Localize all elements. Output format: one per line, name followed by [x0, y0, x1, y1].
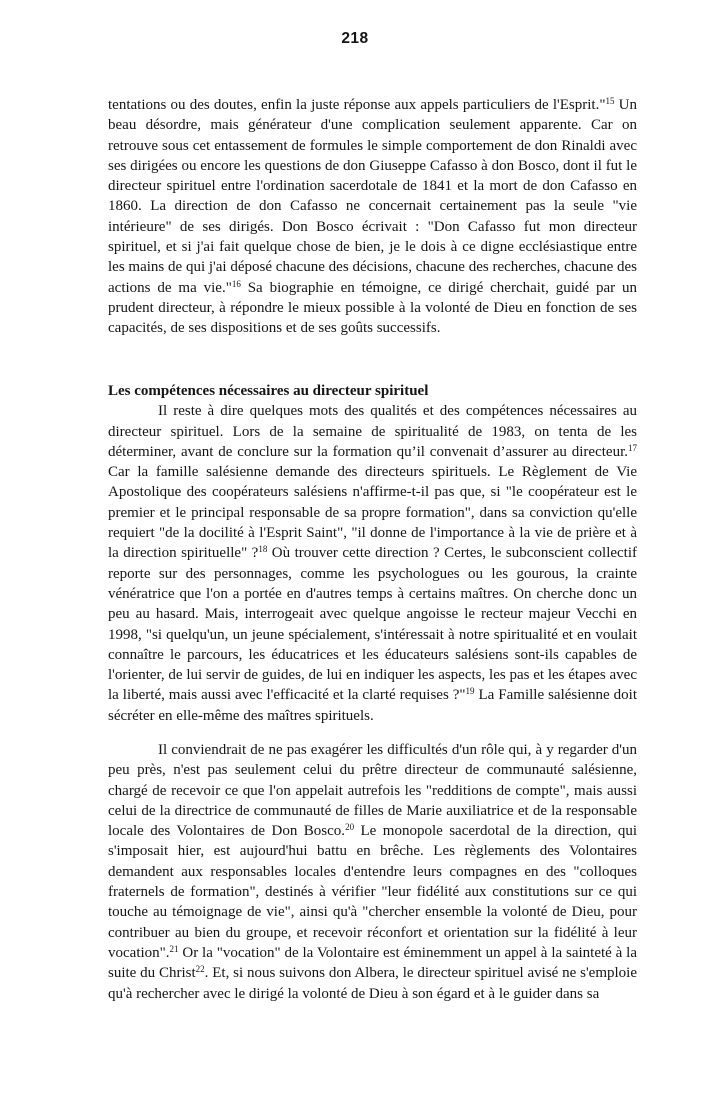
page-number: 218 — [341, 30, 369, 47]
footnote-ref-22: 22 — [195, 964, 205, 975]
footnote-ref-16: 16 — [231, 278, 241, 289]
text-run: Où trouver cette direction ? Certes, le subconscient collectif reporte sur des personnages, comme les psychologues ou les gourous, la crainte vénératrice que l'on a portée en d'autres temps à certains maîtres. On cherche donc un peu au hasard. Mais, interrogeait avec quelque angoisse le recteur majeur Vecchi en 1998, "si quelqu'un, un jeune spécialement, s'intéressait à notre spiritualité et en voulait connaître le parcours, les éducatrices et les éducateurs salésiens sont-ils capables de l'orienter, de lui servir de guides, de lui en indiquer les aspects, les pas et les étapes avec la liberté, mais aussi avec l'efficacité et la clarté requises ?" — [108, 545, 638, 704]
footnote-ref-21: 21 — [169, 943, 179, 954]
text-run: Sa biographie en témoigne, ce dirigé cherchait, guidé par un prudent directeur, à répondre le mieux possible à la volonté de Dieu en fonction de ses capacités, de ses dispositions et de ses goûts successifs. — [108, 279, 637, 337]
text-run: Car la famille salésienne demande des directeurs spirituels. Le Règlement de Vie Apostolique des coopérateurs salésiens n'affirme-t-il pas que, si "le coopérateur est le premier et le principal responsable de sa propre formation", dans sa conviction qu'elle requiert "de la docilité à l'Esprit Saint", "il donne de l'importance à la vie de prière et à la direction spirituelle" ? — [108, 464, 637, 562]
text-run: Le monopole sacerdotal de la direction, qui s'imposait hier, est aujourd'hui battu en brêche. Les règlements des Volontaires demandent aux responsables locales d'entendre leurs compagnes en des "colloques fraternels de formation", destinés à vérifier "leur fidélité aux constitutions sur ce qui touche au témoignage de vie", ainsi qu'à "chercher ensemble la volonté de Dieu, pour contribuer au bien du groupe, et recevoir réconfort et orientation sur la fidélité à leur vocation". — [108, 823, 638, 961]
text-run: Il conviendrait de ne pas exagérer les difficultés d'un rôle qui, à y regarder d'un peu près, n'est pas seulement celui du prêtre directeur de communauté salésienne, chargé de recevoir ce que l'on appelait autrefois les "redditions de compte", mais aussi celui de la directrice de communauté de filles de Marie auxiliatrice et de la responsable locale des Volontaires de Don Bosco. — [108, 742, 637, 840]
footnote-ref-17: 17 — [628, 442, 637, 453]
text-run: . Et, si nous suivons don Albera, le directeur spirituel avisé ne s'emploie qu'à rechercher avec le dirigé la volonté de Dieu à son égard et à le guider dans sa — [108, 965, 637, 1002]
body-paragraph — [108, 401, 637, 726]
text-run: Un beau désordre, mais générateur d'une complication seulement apparente. Car on retrouve sous cet entassement de formules le simple comportement de don Rinaldi avec ses dirigées ou encore les questions de don Giuseppe Cafasso à don Bosco, dont il fut le directeur spirituel entre l'ordination sacerdotale de 1841 et la mort de don Cafasso en 1860. La direction de don Cafasso ne concernait certainement pas la seule "vie intérieure" de ses dirigés. Don Bosco écrivait : "Don Cafasso fut mon directeur spirituel, et si j'ai fait quelque chose de bien, je le dois à ce digne ecclésiastique entre les mains de qui j'ai déposé chacune des décisions, chacune des recherches, chacune des actions de ma vie." — [108, 97, 637, 296]
paragraph-1 — [108, 95, 637, 339]
paragraph-3 — [108, 740, 637, 1004]
section-heading: Les compétences nécessaires au directeur spirituel — [108, 383, 429, 399]
section-competences — [108, 381, 637, 726]
body-paragraph — [108, 740, 637, 1004]
text-run: Il reste à dire quelques mots des qualités et des compétences nécessaires au directeur spirituel. Lors de la semaine de spiritualité de 1983, on tenta de les déterminer, avant de conclure sur la formation qu’il convenait d’assurer au directeur. — [108, 403, 637, 460]
text-run: Or la "vocation" de la Volontaire est éminemment un appel à la sainteté à la suite du Christ — [108, 944, 637, 982]
text-run: La Famille salésienne doit sécréter en elle-même des maîtres spirituels. — [108, 687, 638, 724]
footnote-ref-15: 15 — [605, 96, 615, 106]
text-run: tentations ou des doutes, enfin la juste réponse aux appels particuliers de l'Esprit." — [108, 97, 606, 113]
footnote-ref-19: 19 — [465, 686, 475, 697]
body-paragraph — [108, 95, 637, 339]
footnote-ref-20: 20 — [345, 822, 355, 833]
footnote-ref-18: 18 — [258, 544, 268, 555]
